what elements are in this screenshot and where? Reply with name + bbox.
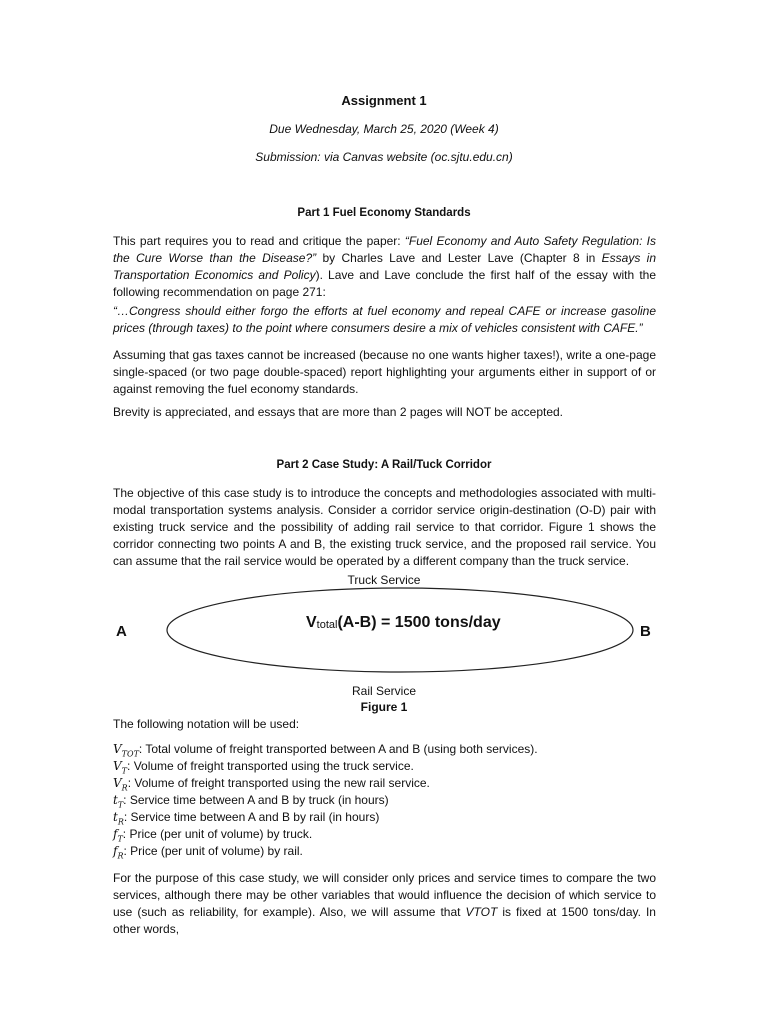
volume-v: V [306,614,317,631]
notation-symbol: $f_R$ [113,844,124,861]
volume-rest: (A-B) = 1500 tons/day [337,614,501,631]
point-b-label: B [640,623,651,640]
notation-description: Service time between A and B by rail (in hours) [130,810,380,824]
closing-b: is fixed at 1500 tons/day. In other words, [113,905,656,936]
part2-objective: The objective of this case study is to introduce the concepts and methodologies associated with multi-modal transportation systems analysis. Consider a corridor service origin-destination (O-D) pair with existing truck service and the possibility of adding rail service to that corridor. Figure 1 shows the corridor connecting two points A and B, the existing truck service, and the proposed rail service. You can assume that the rail service would be operated by a different company than the truck service. [113,486,656,568]
notation-item: $V_R$: Volume of freight transported using the new rail service. [113,776,430,793]
point-a-label: A [116,623,127,640]
notation-item: $V_T$: Volume of freight transported using the truck service. [113,759,414,776]
notation-item: $V_{TOT}$: Total volume of freight transported between A and B (using both services). [113,742,538,759]
notation-symbol: $V_{TOT}$ [113,742,139,759]
notation-description: Volume of freight transported using the new rail service. [134,776,430,790]
closing-paragraph [113,870,656,938]
volume-label [306,614,501,631]
part2-heading: Part 2 Case Study: A Rail/Tuck Corridor [276,459,492,471]
part1-intro-b: by Charles Lave and Lester Lave (Chapter 8 in [316,251,602,265]
notation-description: Total volume of freight transported between A and B (using both services). [145,742,538,756]
notation-symbol: $V_R$ [113,776,128,793]
notation-symbol: $f_T$ [113,827,123,844]
corridor-figure [100,570,680,720]
part1-intro-c: ). Lave and Lave conclude the first half of the essay with the following recommendation on page 271: [113,268,656,299]
notation-symbol: $t_R$ [113,810,124,827]
figure-caption: Figure 1 [360,700,408,714]
closing-a: For the purpose of this case study, we will consider only prices and service times to compare the two services, although there may be other variables that would influence the decision of which service to use (such as reliability, for example). Also, we will assume that [113,871,656,919]
closing-vtot: VTOT [465,905,498,919]
truck-service-label: Truck Service [347,573,421,587]
volume-sub: total [316,619,338,631]
notation-item: $t_T$: Service time between A and B by truck (in hours) [113,793,389,810]
part1-intro [113,233,656,301]
notation-description: Volume of freight transported using the truck service. [133,759,414,773]
rail-service-label: Rail Service [351,684,417,698]
notation-list [113,741,656,860]
part1-intro-a: This part requires you to read and critique the paper: [113,234,405,248]
notation-intro: The following notation will be used: [113,717,300,731]
notation-item: $t_R$: Service time between A and B by rail (in hours) [113,810,380,827]
notation-symbol: $V_T$ [113,759,128,776]
paper-title: “Fuel Economy and Auto Safety Regulation: Is the Cure Worse than the Disease?” [113,234,656,265]
part1-brevity: Brevity is appreciated, and essays that are more than 2 pages will NOT be accepted. [113,405,564,419]
notation-item: $f_T$: Price (per unit of volume) by truck. [113,827,313,844]
notation-description: Price (per unit of volume) by truck. [129,827,313,841]
part1-heading: Part 1 Fuel Economy Standards [297,207,471,219]
submission-info: Submission: via Canvas website (oc.sjtu.edu.cn) [255,150,513,164]
notation-description: Service time between A and B by truck (in hours) [129,793,389,807]
assignment-title: Assignment 1 [341,93,427,108]
notation-item: $f_R$: Price (per unit of volume) by rail. [113,844,303,861]
part1-assumption: Assuming that gas taxes cannot be increased (because no one wants higher taxes!), write a one-page single-spaced (or two page double-spaced) report highlighting your arguments either in support of or against removing the fuel economy standards. [113,348,656,396]
notation-description: Price (per unit of volume) by rail. [130,844,303,858]
quote: “…Congress should either forgo the efforts at fuel economy and repeal CAFE or increase gasoline prices (through taxes) to the point where consumers desire a mix of vehicles consistent with CAFE.” [113,304,656,335]
book-title: Essays in Transportation Economics and Policy [113,251,657,282]
notation-symbol: $t_T$ [113,793,124,810]
due-date: Due Wednesday, March 25, 2020 (Week 4) [269,122,499,136]
